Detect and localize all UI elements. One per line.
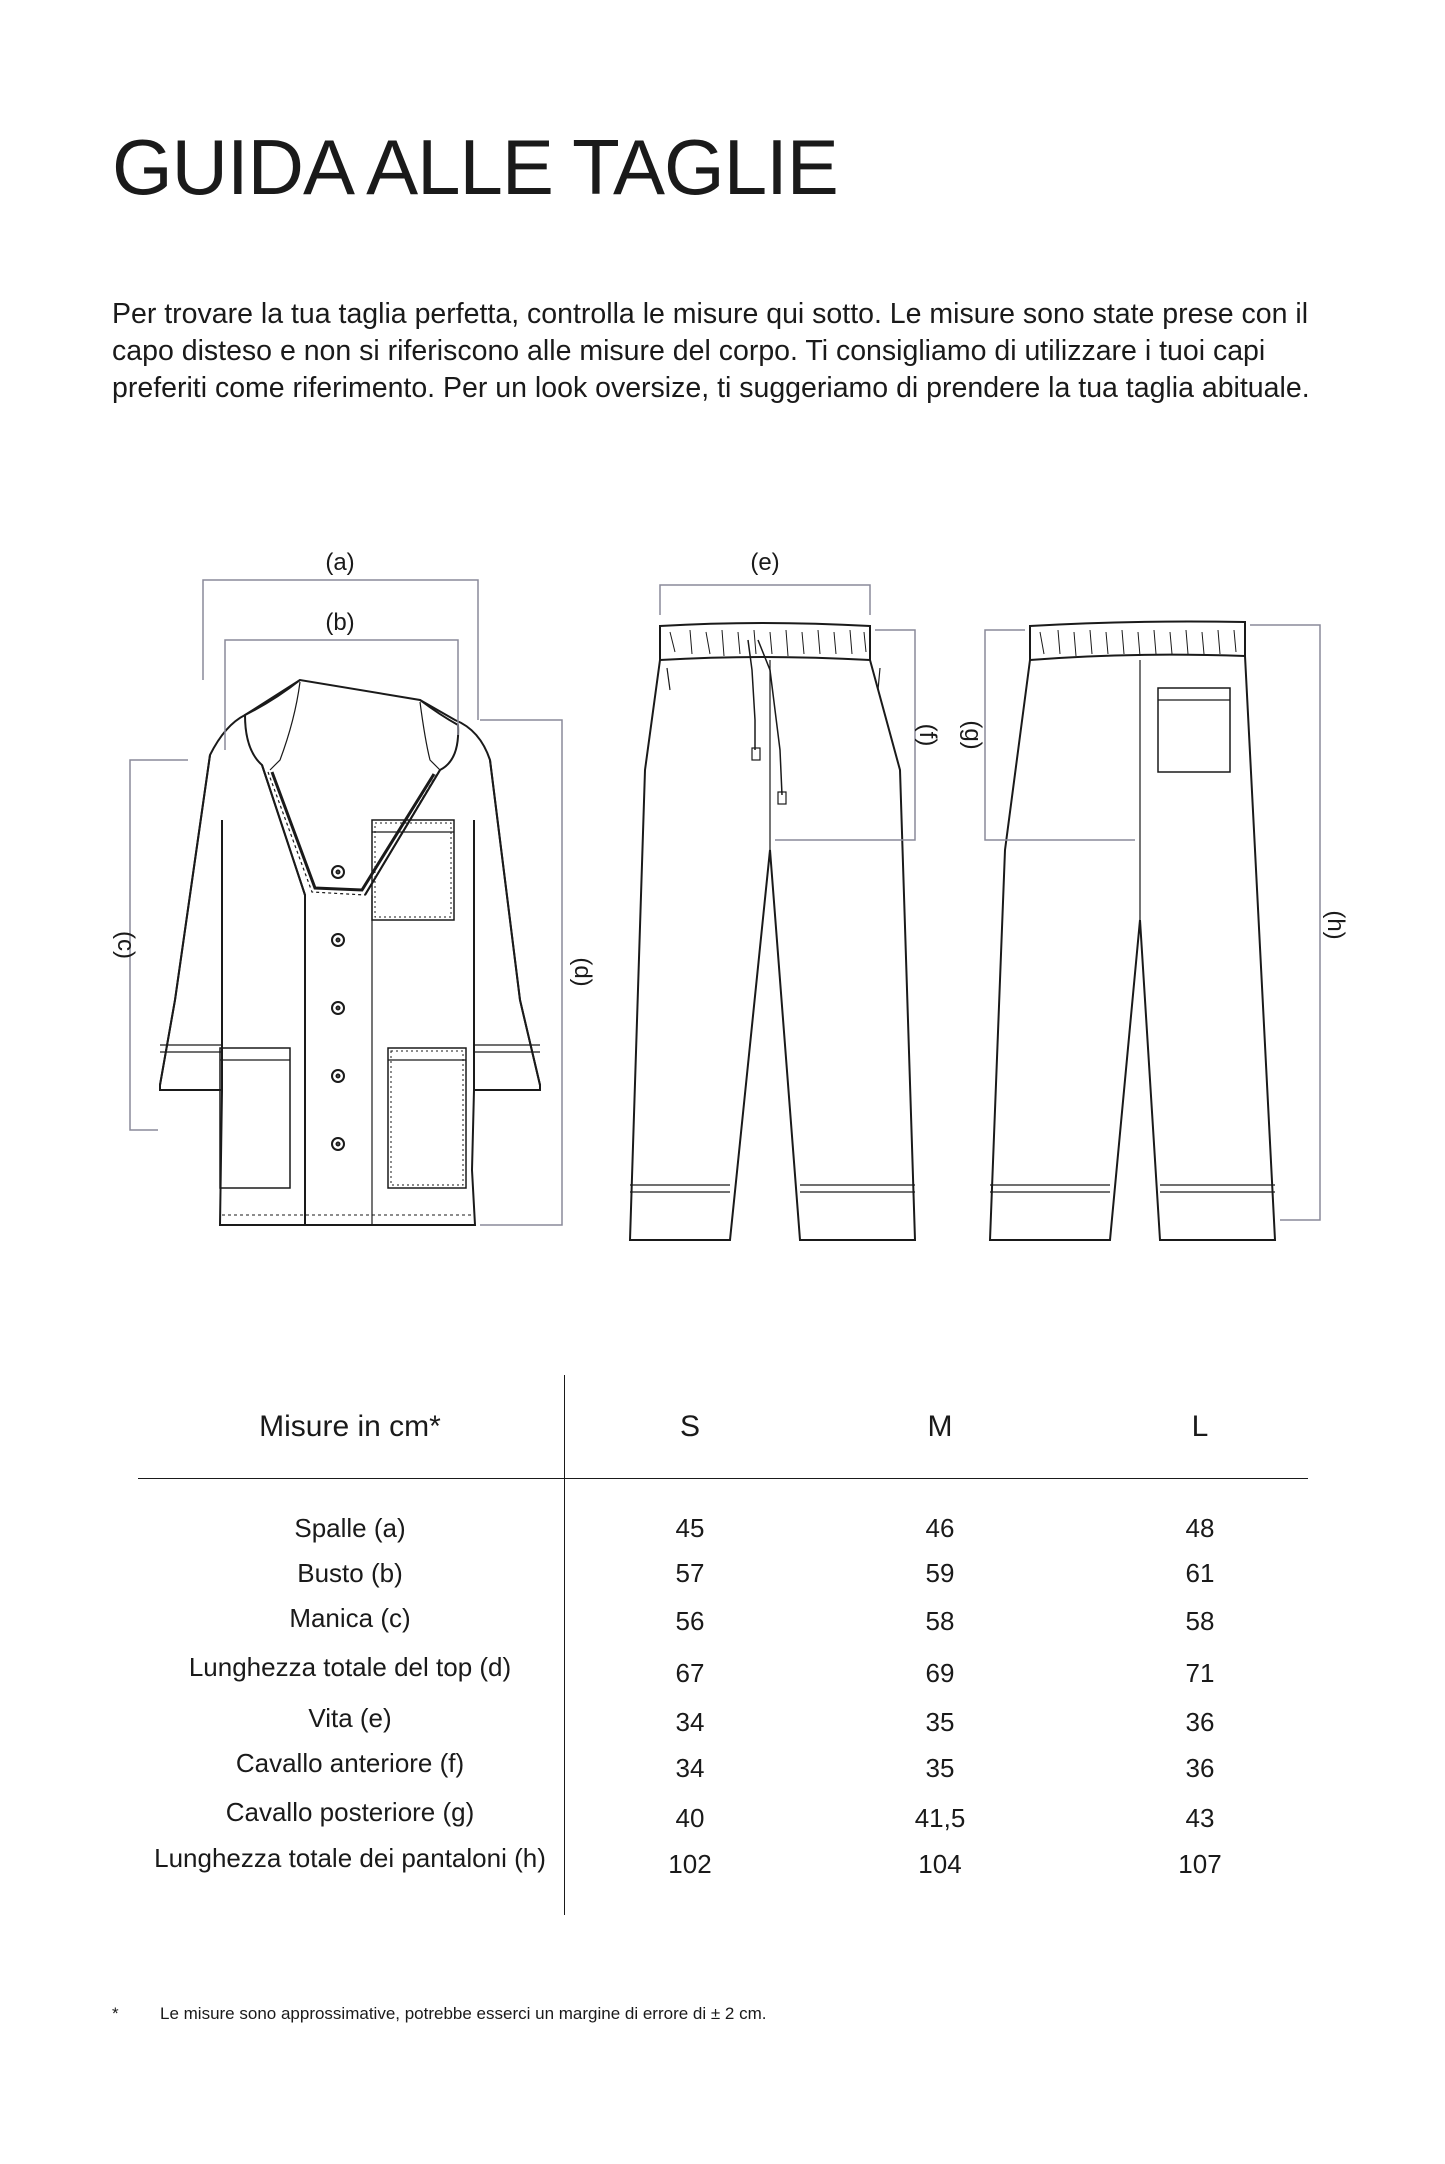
table-cell: 35 bbox=[925, 1707, 955, 1737]
table-cell: 35 bbox=[925, 1753, 955, 1783]
table-row-label: Vita (e) bbox=[308, 1703, 392, 1733]
table-header-size-m: M bbox=[927, 1410, 953, 1443]
shirt-drawing bbox=[160, 680, 540, 1225]
label-d: (d) bbox=[569, 957, 596, 987]
table-row-label: Spalle (a) bbox=[294, 1513, 406, 1543]
table-cell: 67 bbox=[675, 1658, 705, 1688]
label-e: (e) bbox=[750, 549, 780, 576]
table-header-size-s: S bbox=[679, 1410, 700, 1443]
table-cell: 40 bbox=[675, 1803, 705, 1833]
label-f: (f) bbox=[914, 723, 941, 747]
table-cell: 107 bbox=[1178, 1849, 1222, 1879]
table-cell: 104 bbox=[918, 1849, 962, 1879]
table-cell: 46 bbox=[925, 1513, 955, 1543]
label-b: (b) bbox=[325, 609, 355, 636]
table-row-label: Lunghezza totale dei pantaloni (h) bbox=[154, 1843, 546, 1873]
label-g: (g) bbox=[959, 720, 986, 750]
table-cell: 36 bbox=[1185, 1707, 1215, 1737]
table-cell: 34 bbox=[675, 1707, 705, 1737]
table-cell: 48 bbox=[1185, 1513, 1215, 1543]
table-cell: 57 bbox=[675, 1558, 705, 1588]
table-cell: 43 bbox=[1185, 1803, 1215, 1833]
footnote-marker: * bbox=[112, 2004, 119, 2023]
table-row-label: Lunghezza totale del top (d) bbox=[188, 1652, 512, 1682]
shirt-buttons bbox=[332, 866, 344, 1150]
table-row-label: Busto (b) bbox=[297, 1558, 403, 1588]
table-vertical-rule bbox=[564, 1375, 565, 1915]
label-h: (h) bbox=[1322, 910, 1349, 940]
table-cell: 69 bbox=[925, 1658, 955, 1688]
table-cell: 58 bbox=[1185, 1606, 1215, 1636]
label-c: (c) bbox=[112, 931, 139, 959]
shirt-dimension-lines bbox=[130, 580, 562, 1225]
table-cell: 102 bbox=[668, 1849, 712, 1879]
table-cell: 36 bbox=[1185, 1753, 1215, 1783]
table-header-rule bbox=[138, 1478, 1308, 1479]
table-row-label: Cavallo anteriore (f) bbox=[235, 1748, 465, 1778]
table-cell: 45 bbox=[675, 1513, 705, 1543]
footnote-text: Le misure sono approssimative, potrebbe esserci un margine di errore di ± 2 cm. bbox=[160, 2004, 767, 2023]
label-a: (a) bbox=[325, 549, 355, 576]
table-cell: 71 bbox=[1185, 1658, 1215, 1688]
table-cell: 56 bbox=[675, 1606, 705, 1636]
table-cell: 59 bbox=[925, 1558, 955, 1588]
table-cell: 58 bbox=[925, 1606, 955, 1636]
table-cell: 34 bbox=[675, 1753, 705, 1783]
front-pants-drawing bbox=[630, 623, 915, 1240]
garment-diagram bbox=[0, 520, 1445, 1260]
table-row-label: Manica (c) bbox=[289, 1603, 411, 1633]
table-header-size-l: L bbox=[1191, 1410, 1209, 1443]
table-header-label: Misure in cm* bbox=[259, 1410, 441, 1443]
table-cell: 41,5 bbox=[914, 1803, 966, 1833]
table-row-label: Cavallo posteriore (g) bbox=[225, 1797, 475, 1827]
table-cell: 61 bbox=[1185, 1558, 1215, 1588]
back-pants-drawing bbox=[990, 622, 1275, 1241]
page-title: GUIDA ALLE TAGLIE bbox=[112, 123, 838, 211]
intro-paragraph: Per trovare la tua taglia perfetta, controlla le misure qui sotto. Le misure sono state prese con il capo disteso e non si riferiscono alle misure del corpo. Ti consigliamo di utilizzare i tuoi capi preferiti come riferimento. Per un look oversize, ti suggeriamo di prendere la tua taglia abituale. bbox=[112, 298, 1310, 404]
